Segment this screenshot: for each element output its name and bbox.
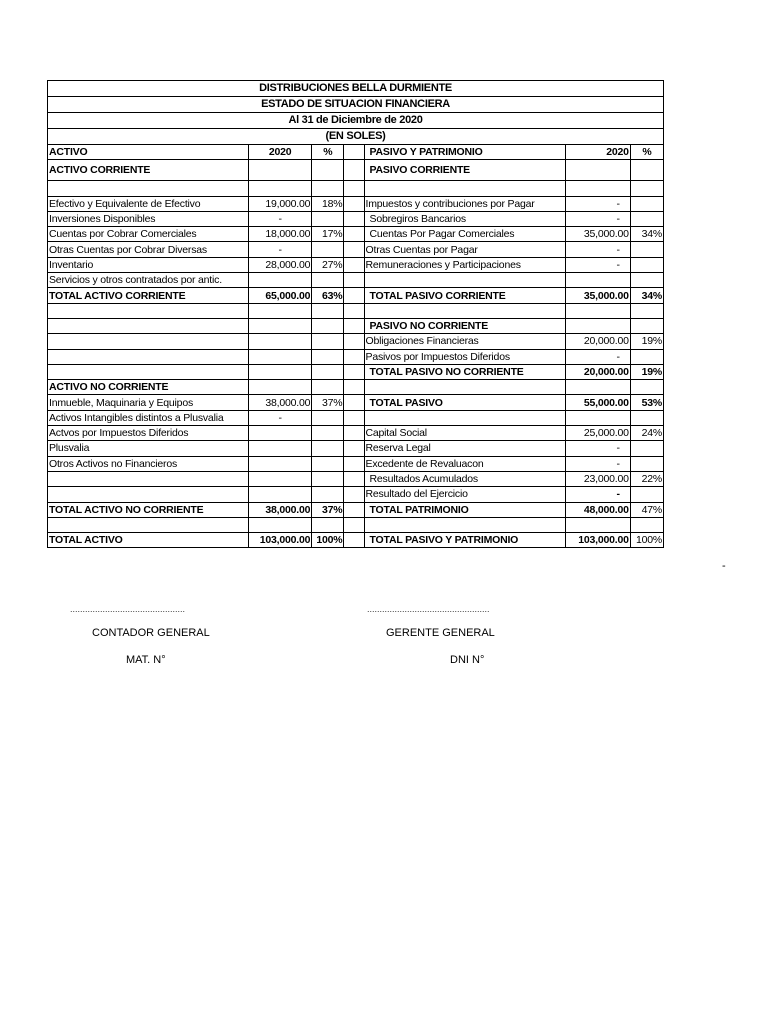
pasivo-amount: - [566,196,630,211]
table-row [48,196,664,211]
pasivo-amount: - [566,349,630,364]
spacer-cell [344,288,364,303]
pasivo-label: TOTAL PASIVO [364,395,566,410]
activo-percent [312,160,344,181]
pasivo-amount [566,410,630,425]
activo-amount: 19,000.00 [248,196,311,211]
pasivo-label: Capital Social [364,426,566,441]
pasivo-percent [630,257,663,272]
spacer-cell [344,273,364,288]
pasivo-percent: 53% [630,395,663,410]
spacer-cell [344,227,364,242]
table-row [48,288,664,303]
pasivo-percent [630,318,663,333]
pasivo-percent [630,196,663,211]
pasivo-amount: 35,000.00 [566,227,630,242]
activo-label [48,349,249,364]
table-row [48,441,664,456]
activo-amount [248,349,311,364]
pasivo-percent [630,303,663,318]
pasivo-amount: 35,000.00 [566,288,630,303]
activo-percent: 18% [312,196,344,211]
activo-label: TOTAL ACTIVO [48,533,249,548]
activo-label: Plusvalia [48,441,249,456]
activo-amount: - [248,242,311,257]
pasivo-label: Pasivos por Impuestos Diferidos [364,349,566,364]
activo-amount [248,318,311,333]
pasivo-amount: 20,000.00 [566,334,630,349]
pasivo-percent [630,273,663,288]
spacer-cell [344,410,364,425]
activo-pct-header: % [312,145,344,160]
pasivo-percent [630,181,663,196]
activo-label [48,364,249,379]
table-row [48,257,664,272]
spacer-cell [344,364,364,379]
table-row [48,395,664,410]
spacer-cell [344,517,364,532]
table-row [48,364,664,379]
pasivo-year-header: 2020 [566,145,630,160]
balance-sheet-table [47,144,664,548]
activo-percent [312,456,344,471]
table-row [48,487,664,502]
activo-amount [248,303,311,318]
contador-title: CONTADOR GENERAL [92,627,210,639]
pasivo-label: Otras Cuentas por Pagar [364,242,566,257]
activo-label: Inmueble, Maquinaria y Equipos [48,395,249,410]
activo-label: ACTIVO NO CORRIENTE [48,380,249,395]
activo-percent [312,211,344,226]
pasivo-percent [630,487,663,502]
activo-amount [248,364,311,379]
company-name: DISTRIBUCIONES BELLA DURMIENTE [47,80,664,96]
activo-percent [312,517,344,532]
activo-label [48,487,249,502]
activo-amount [248,181,311,196]
contador-id: MAT. N° [126,654,166,666]
pasivo-label [364,380,566,395]
pasivo-percent [630,517,663,532]
financial-statement-sheet [47,80,664,548]
pasivo-percent: 34% [630,227,663,242]
pasivo-amount: - [566,211,630,226]
activo-percent [312,318,344,333]
activo-percent [312,349,344,364]
spacer-cell [344,533,364,548]
activo-percent: 63% [312,288,344,303]
activo-amount: 38,000.00 [248,395,311,410]
pasivo-amount [566,380,630,395]
activo-amount [248,517,311,532]
pasivo-percent [630,441,663,456]
table-row [48,242,664,257]
activo-percent [312,181,344,196]
pasivo-label [364,303,566,318]
pasivo-amount: 103,000.00 [566,533,630,548]
spacer-cell [344,318,364,333]
activo-label: Inventario [48,257,249,272]
activo-percent [312,364,344,379]
activo-label: TOTAL ACTIVO NO CORRIENTE [48,502,249,517]
activo-percent [312,410,344,425]
activo-label: ACTIVO CORRIENTE [48,160,249,181]
activo-label: TOTAL ACTIVO CORRIENTE [48,288,249,303]
activo-amount: - [248,410,311,425]
pasivo-label: TOTAL PASIVO NO CORRIENTE [364,364,566,379]
activo-amount [248,471,311,486]
gerente-signature-line: ................................................. [367,604,490,614]
pasivo-label [364,181,566,196]
pasivo-amount: - [566,487,630,502]
pasivo-amount [566,273,630,288]
table-row [48,426,664,441]
activo-amount: 18,000.00 [248,227,311,242]
table-row [48,273,664,288]
pasivo-label: Excedente de Revaluacon [364,456,566,471]
spacer-cell [344,502,364,517]
pasivo-amount: - [566,456,630,471]
pasivo-percent: 19% [630,364,663,379]
activo-percent [312,334,344,349]
activo-label [48,334,249,349]
pasivo-amount: - [566,242,630,257]
pasivo-amount [566,160,630,181]
activo-header: ACTIVO [48,145,249,160]
activo-amount [248,273,311,288]
pasivo-amount: 23,000.00 [566,471,630,486]
table-row [48,303,664,318]
table-row [48,380,664,395]
pasivo-label [364,517,566,532]
pasivo-percent: 24% [630,426,663,441]
activo-label: Cuentas por Cobrar Comerciales [48,227,249,242]
table-row [48,410,664,425]
table-row [48,471,664,486]
activo-amount [248,426,311,441]
pasivo-amount [566,303,630,318]
table-row [48,502,664,517]
pasivo-label: PASIVO NO CORRIENTE [364,318,566,333]
pasivo-label: TOTAL PATRIMONIO [364,502,566,517]
activo-percent [312,426,344,441]
pasivo-percent [630,410,663,425]
activo-percent: 100% [312,533,344,548]
activo-amount [248,456,311,471]
pasivo-header: PASIVO Y PATRIMONIO [364,145,566,160]
pasivo-amount [566,517,630,532]
pasivo-percent: 100% [630,533,663,548]
pasivo-label: Remuneraciones y Participaciones [364,257,566,272]
activo-label: Efectivo y Equivalente de Efectivo [48,196,249,211]
stray-mark: - [722,560,726,572]
pasivo-amount [566,181,630,196]
spacer-cell [344,395,364,410]
activo-percent [312,471,344,486]
spacer-cell [344,196,364,211]
activo-percent: 17% [312,227,344,242]
table-row [48,533,664,548]
activo-percent [312,487,344,502]
pasivo-percent [630,349,663,364]
statement-title: ESTADO DE SITUACION FINANCIERA [47,96,664,112]
column-header-row [48,145,664,160]
currency-note: (EN SOLES) [47,128,664,144]
spacer-cell [344,471,364,486]
activo-label [48,303,249,318]
activo-percent [312,380,344,395]
activo-amount: - [248,211,311,226]
pasivo-percent [630,211,663,226]
activo-amount [248,487,311,502]
spacer-cell [344,334,364,349]
activo-amount [248,334,311,349]
balance-sheet-body [48,160,664,548]
spacer-cell [344,242,364,257]
pasivo-amount: 25,000.00 [566,426,630,441]
table-row [48,181,664,196]
activo-label: Otros Activos no Financieros [48,456,249,471]
activo-percent: 37% [312,502,344,517]
pasivo-label: Reserva Legal [364,441,566,456]
table-row [48,334,664,349]
spacer-cell [344,160,364,181]
pasivo-label: Resultados Acumulados [364,471,566,486]
spacer-cell [344,441,364,456]
spacer-cell [344,349,364,364]
pasivo-percent [630,160,663,181]
gerente-title: GERENTE GENERAL [386,627,495,639]
pasivo-label: TOTAL PASIVO Y PATRIMONIO [364,533,566,548]
pasivo-percent: 19% [630,334,663,349]
activo-label [48,181,249,196]
pasivo-label: Obligaciones Financieras [364,334,566,349]
pasivo-percent: 47% [630,502,663,517]
pasivo-label: Resultado del Ejercicio [364,487,566,502]
pasivo-label: TOTAL PASIVO CORRIENTE [364,288,566,303]
activo-label: Otras Cuentas por Cobrar Diversas [48,242,249,257]
table-row [48,160,664,181]
table-row [48,349,664,364]
pasivo-amount: 48,000.00 [566,502,630,517]
activo-amount: 65,000.00 [248,288,311,303]
table-row [48,517,664,532]
pasivo-amount: 55,000.00 [566,395,630,410]
table-row [48,318,664,333]
activo-amount: 103,000.00 [248,533,311,548]
spacer-cell [344,211,364,226]
pasivo-amount: - [566,441,630,456]
pasivo-label: PASIVO CORRIENTE [364,160,566,181]
pasivo-percent [630,456,663,471]
pasivo-label: Impuestos y contribuciones por Pagar [364,196,566,211]
pasivo-percent: 22% [630,471,663,486]
spacer-cell [344,456,364,471]
activo-amount [248,441,311,456]
activo-label: Servicios y otros contratados por antic. [48,273,249,288]
activo-year-header: 2020 [248,145,311,160]
contador-signature-line: .............................................. [70,604,186,614]
activo-percent: 37% [312,395,344,410]
activo-label [48,471,249,486]
spacer-cell [344,380,364,395]
table-row [48,456,664,471]
pasivo-percent: 34% [630,288,663,303]
activo-percent [312,242,344,257]
spacer-cell [344,257,364,272]
spacer-cell [344,303,364,318]
pasivo-label [364,273,566,288]
activo-percent: 27% [312,257,344,272]
pasivo-amount [566,318,630,333]
pasivo-label [364,410,566,425]
spacer-cell [344,426,364,441]
activo-label: Activos Intangibles distintos a Plusvalia [48,410,249,425]
spacer-cell [344,181,364,196]
spacer-cell [344,487,364,502]
pasivo-label: Sobregiros Bancarios [364,211,566,226]
pasivo-amount: 20,000.00 [566,364,630,379]
activo-label: Actvos por Impuestos Diferidos [48,426,249,441]
table-row [48,211,664,226]
activo-percent [312,303,344,318]
spacer-cell [344,145,364,160]
pasivo-percent [630,380,663,395]
activo-label [48,517,249,532]
pasivo-label: Cuentas Por Pagar Comerciales [364,227,566,242]
pasivo-percent [630,242,663,257]
activo-label [48,318,249,333]
activo-label: Inversiones Disponibles [48,211,249,226]
activo-percent [312,441,344,456]
activo-amount [248,380,311,395]
gerente-id: DNI N° [450,654,485,666]
activo-amount: 38,000.00 [248,502,311,517]
activo-amount [248,160,311,181]
pasivo-amount: - [566,257,630,272]
table-row [48,227,664,242]
pasivo-pct-header: % [630,145,663,160]
activo-percent [312,273,344,288]
statement-date: Al 31 de Diciembre de 2020 [47,112,664,128]
activo-amount: 28,000.00 [248,257,311,272]
